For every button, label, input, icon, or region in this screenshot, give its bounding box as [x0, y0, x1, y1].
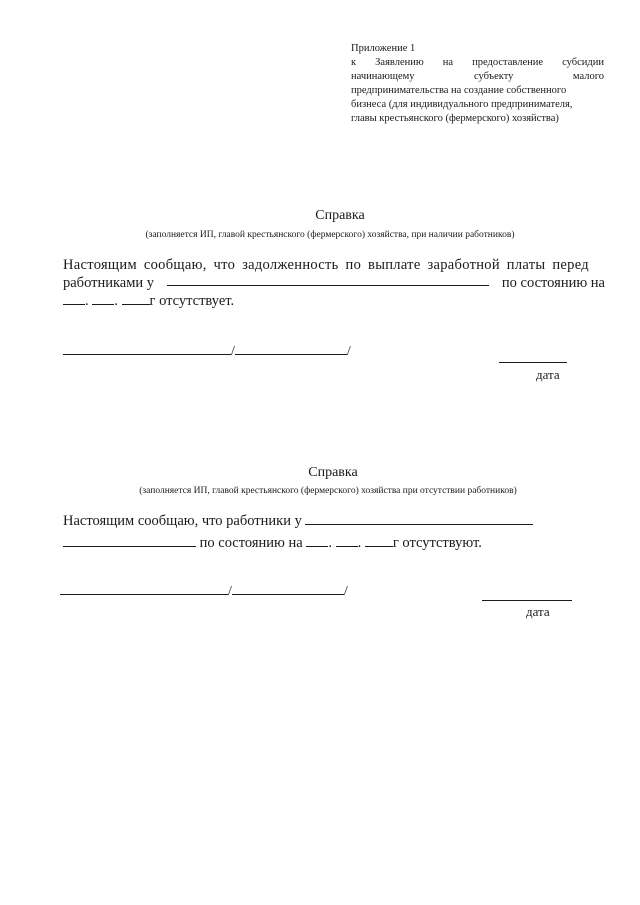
section1-text-line1-content: Настоящим сообщаю, что задолженность по выплате заработной платы перед — [63, 257, 589, 273]
section2-text-line1 — [63, 511, 533, 531]
section2-title: Справка — [308, 465, 358, 480]
appendix-line-5: бизнеса (для индивидуального предпринимателя, — [351, 99, 573, 110]
day-blank[interactable] — [63, 292, 85, 305]
section2-signature-blank[interactable] — [60, 582, 228, 595]
section2-as-of-label: по состоянию на — [199, 535, 303, 551]
section2-employer-blank-2[interactable] — [63, 534, 196, 547]
section1-as-of-label: по состоянию на — [501, 275, 605, 291]
section2-name-blank[interactable] — [232, 582, 344, 595]
section1-title: Справка — [315, 208, 365, 223]
section2-month-blank[interactable] — [336, 534, 358, 547]
section1-signature-row: / / — [63, 342, 351, 360]
appendix-line-2: к Заявлению на предоставление субсидии — [351, 57, 604, 68]
section1-date-line[interactable] — [499, 362, 567, 363]
section2-workers-label: Настоящим сообщаю, что работники у — [63, 513, 302, 529]
section1-date-label: дата — [536, 367, 560, 382]
month-blank[interactable] — [92, 292, 114, 305]
section1-text-line1-row — [63, 255, 605, 275]
section1-text-line1 — [63, 255, 605, 275]
section2-employer-blank[interactable] — [305, 512, 533, 525]
employer-name-blank[interactable] — [167, 273, 489, 286]
section2-day-blank[interactable] — [306, 534, 328, 547]
section2-text-line2: по состоянию на . . г отсутствуют. — [63, 533, 482, 553]
section2-date-line[interactable] — [482, 600, 572, 601]
section2-date-label: дата — [526, 604, 550, 619]
appendix-title: Приложение 1 — [351, 43, 416, 54]
section1-name-blank[interactable] — [235, 342, 347, 355]
section1-text-line3: . . г отсутствует. — [63, 291, 234, 311]
section1-absent-label: г отсутствует. — [149, 293, 235, 309]
appendix-line-3: начинающему субъекту малого — [351, 71, 604, 82]
section2-absent-label: г отсутствуют. — [392, 535, 482, 551]
section2-signature-row: / / — [60, 582, 348, 600]
section1-text-line2 — [63, 273, 605, 293]
section2-year-blank[interactable] — [365, 534, 393, 547]
section1-workers-label: работниками у — [63, 275, 155, 291]
appendix-header — [351, 42, 604, 126]
section1-subtitle: (заполняется ИП, главой крестьянского (фермерского) хозяйства, при наличии работников) — [145, 230, 515, 240]
appendix-line-4: предпринимательства на создание собственного — [351, 85, 567, 96]
appendix-line-6: главы крестьянского (фермерского) хозяйства) — [351, 113, 559, 124]
section1-signature-blank[interactable] — [63, 342, 231, 355]
section2-subtitle: (заполняется ИП, главой крестьянского (фермерского) хозяйства при отсутствии работников) — [139, 486, 517, 496]
year-blank[interactable] — [122, 292, 150, 305]
